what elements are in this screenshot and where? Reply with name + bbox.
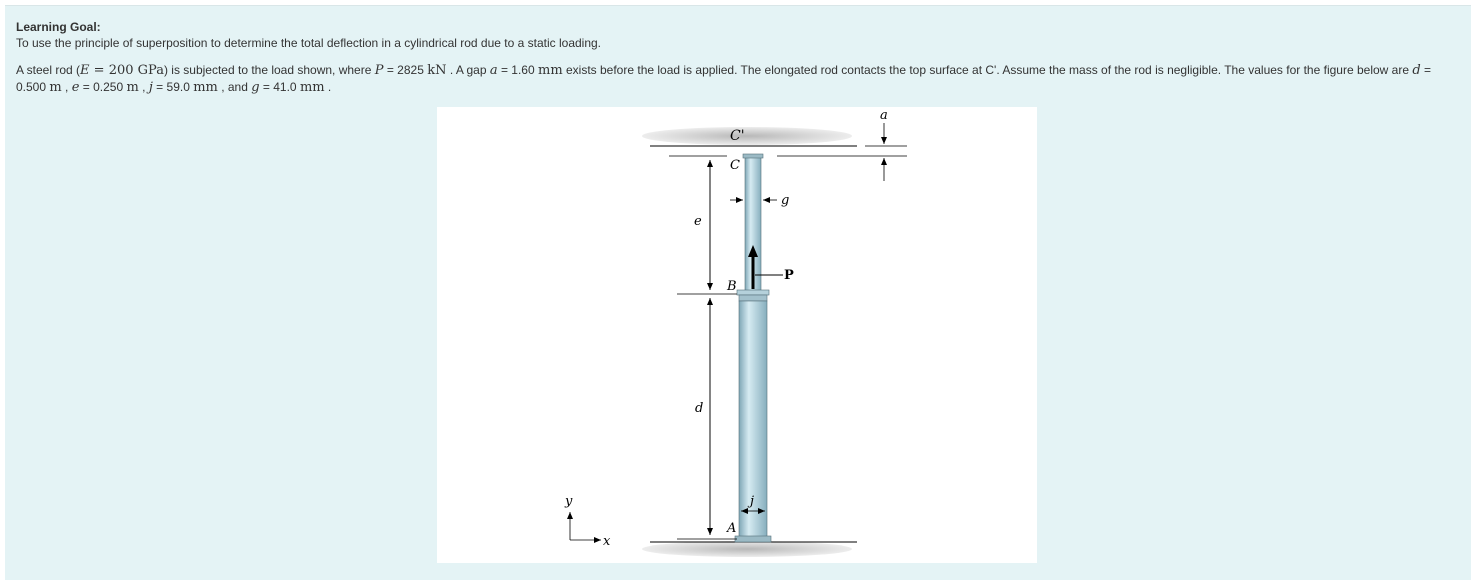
value-P: = 2825 — [383, 63, 428, 77]
label-C: C — [730, 158, 740, 173]
problem-text: exists before the load is applied. The elongated rod contacts the top surface at C'. Assume the mass of the rod is negligible. The values for the figure below are — [562, 63, 1413, 77]
unit-GPa: GPa — [137, 63, 164, 78]
bottom-support — [642, 541, 852, 557]
unit-kN: kN — [427, 63, 447, 78]
label-P: P — [784, 268, 794, 283]
math-e: e — [71, 80, 80, 95]
unit-mm: mm — [193, 80, 218, 95]
label-A: A — [727, 521, 737, 536]
value-a: = 1.60 — [497, 63, 538, 77]
label-a: a — [880, 108, 888, 123]
label-j: j — [750, 494, 755, 509]
label-d: d — [695, 401, 704, 416]
problem-text: , — [138, 80, 149, 94]
value-d: = 0.500 — [16, 63, 1432, 94]
problem-text: A steel rod ( — [16, 63, 81, 77]
math-E-eq: = 200 — [89, 63, 138, 78]
label-B: B — [727, 279, 737, 294]
problem-text: , and — [217, 80, 252, 94]
top-support — [642, 127, 852, 145]
label-C-prime: C' — [730, 128, 745, 144]
math-g: g — [251, 80, 260, 95]
value-g: = 41.0 — [259, 80, 300, 94]
problem-text: , — [61, 80, 72, 94]
math-j: j — [148, 80, 153, 95]
label-y: y — [565, 494, 573, 509]
problem-text: . A gap — [446, 63, 490, 77]
math-a: a — [489, 63, 498, 78]
learning-goal-text: To use the principle of superposition to determine the total deflection in a cylindrical rod due to a static loading. — [16, 36, 602, 50]
value-e: = 0.250 — [79, 80, 127, 94]
unit-mm: mm — [299, 80, 325, 95]
label-g: g — [781, 193, 790, 208]
unit-m: m — [126, 80, 139, 95]
label-x: x — [603, 534, 611, 549]
rod-figure — [437, 107, 1037, 563]
math-E: E — [80, 63, 90, 78]
learning-goal-heading: Learning Goal: — [16, 20, 101, 34]
value-j: = 59.0 — [152, 80, 194, 94]
rod-base — [735, 536, 771, 542]
problem-text: . — [324, 80, 332, 94]
rod-diagram — [437, 107, 1037, 563]
collar-B-lower — [739, 295, 767, 301]
math-P: P — [374, 63, 384, 78]
label-e: e — [694, 214, 702, 229]
problem-text: ) is subjected to the load shown, where — [163, 63, 375, 77]
unit-mm: mm — [538, 63, 563, 78]
rod-top-cap — [743, 154, 763, 158]
learning-panel — [5, 5, 1471, 580]
unit-m: m — [49, 80, 62, 95]
problem-statement — [16, 62, 1456, 96]
collar-B — [737, 290, 769, 295]
math-d: d — [1412, 63, 1421, 78]
